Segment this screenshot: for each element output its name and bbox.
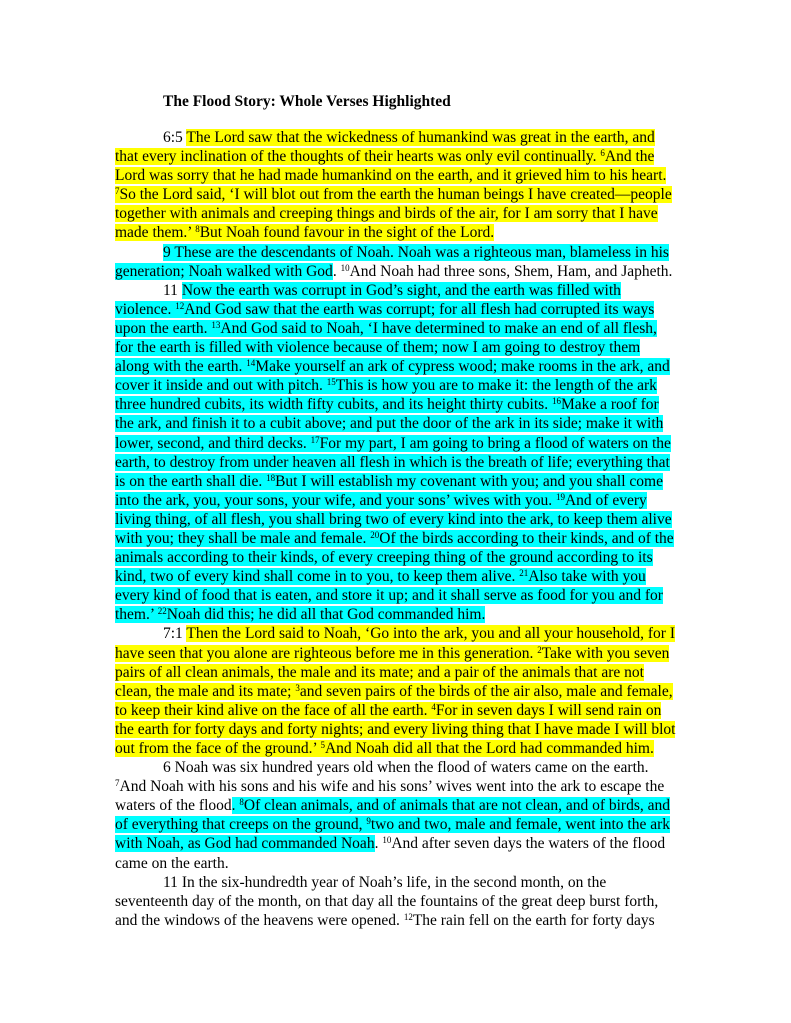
- verse-text: .: [231, 797, 240, 815]
- verse-text: For in seven days I will send rain on the earth for forty days and forty nights; and every living thing that I have made I will blot out from the face of the ground.’: [115, 701, 676, 757]
- verse-number: 10: [340, 262, 350, 273]
- verse-paragraph: [115, 758, 677, 873]
- verse-label: 6:5: [163, 129, 187, 146]
- verse-text: But I will establish my covenant with you; and you shall come into the ark, you, your sons, your wife, and your sons’ wives with you.: [115, 472, 663, 509]
- verse-number: 18: [266, 472, 276, 483]
- verse-number: 9: [366, 816, 371, 827]
- verse-number: 8: [195, 224, 200, 235]
- verse-text: .: [374, 835, 383, 853]
- text-segment: [175, 759, 649, 776]
- verse-text: Make a roof for the ark, and finish it to a cubit above; and put the door of the ark in its side; make it with lower, second, and third decks.: [115, 396, 664, 452]
- verse-text: .: [332, 262, 341, 280]
- text-segment: [333, 263, 341, 280]
- verse-number: 12: [403, 911, 413, 922]
- verse-number: 6: [600, 148, 605, 159]
- verse-text: Now the earth was corrupt in God’s sight, and the earth was filled with violence.: [115, 281, 621, 318]
- verse-number: 2: [537, 644, 542, 655]
- verse-number: 17: [310, 434, 320, 445]
- verse-number: 5: [320, 740, 325, 750]
- highlight-yellow: [320, 740, 653, 757]
- verse-text: And God said to Noah, ‘I have determined to make an end of all flesh, for the earth is filled with violence because of them; now I am going to destroy them along with the earth.: [115, 319, 657, 376]
- highlight-cyan: [158, 606, 486, 623]
- verse-number: 21: [519, 568, 529, 579]
- verse-text: So the Lord said, ‘I will blot out from the earth the human beings I have created—people together with animals and creeping things and birds of the air, for I am sorry that I have made them.’: [115, 186, 672, 242]
- verse-text: Take with you seven pairs of all clean animals, the male and its mate; and a pair of the animals that are not clean, the male and its mate;: [115, 644, 670, 700]
- document-body: [115, 128, 677, 930]
- verse-number: 20: [370, 529, 380, 540]
- verse-number: 4: [431, 701, 436, 712]
- text-segment: [341, 263, 673, 280]
- verse-number: 19: [555, 491, 565, 502]
- verse-text: Of the birds according to their kinds, and of the animals according to their kinds, of every creeping thing of the ground according to its kind, two of every kind shall come in to you, to keep them alive.: [115, 529, 674, 586]
- verse-number: 14: [246, 358, 256, 369]
- verse-paragraph: [115, 873, 677, 930]
- verse-label: 11: [163, 873, 182, 891]
- verse-text: And Noah with his sons and his wife and his sons’ wives went into the ark to escape the waters of the flood: [115, 778, 665, 815]
- page-title: The Flood Story: Whole Verses Highlighted: [163, 93, 451, 110]
- verse-number: 16: [551, 396, 561, 407]
- verse-number: 22: [157, 606, 167, 617]
- verse-text: Noah was six hundred years old when the flood of waters came on the earth.: [174, 759, 649, 777]
- verse-text: Then the Lord said to Noah, ‘Go into the ark, you and all your household, for I have seen that you alone are righteous before me in this generation.: [115, 625, 675, 662]
- verse-number: 7: [115, 778, 120, 789]
- verse-number: 15: [326, 377, 336, 388]
- verse-text: and seven pairs of the birds of the air also, male and female, to keep their kind alive on the face of all the earth.: [115, 682, 673, 719]
- verse-text: And of every living thing, of all flesh, you shall bring two of every kind into the ark, to keep them alive with you; they shall be male and female.: [115, 491, 672, 547]
- verse-text: two and two, male and female, went into the ark with Noah, as God had commanded Noah: [115, 816, 671, 853]
- verse-number: 8: [239, 797, 244, 808]
- verse-text: 9 These are the descendants of Noah. Noah was a righteous man, blameless in his generation; Noah walked with God: [115, 243, 669, 280]
- verse-paragraph: [115, 243, 677, 281]
- verse-text: And Noah had three sons, Shem, Ham, and Japheth.: [349, 262, 673, 280]
- verse-text: And God saw that the earth was corrupt; for all flesh had corrupted its ways upon the earth.: [115, 300, 655, 337]
- verse-text: The rain fell on the earth for forty days: [412, 911, 655, 929]
- highlight-yellow: [195, 224, 494, 241]
- verse-number: 12: [175, 300, 185, 311]
- verse-paragraph: [115, 128, 677, 243]
- verse-text: But Noah found favour in the sight of the Lord.: [199, 224, 495, 242]
- verse-text: And Noah did all that the Lord had commanded him.: [324, 740, 654, 757]
- verse-text: Of clean animals, and of animals that are not clean, and of birds, and of everything that creeps on the ground,: [115, 797, 671, 834]
- verse-text: For my part, I am going to bring a flood of waters on the earth, to destroy from under heaven all flesh in which is the breath of life; everything that is on the earth shall die.: [115, 434, 671, 490]
- verse-number: 7: [115, 186, 120, 197]
- verse-text: Make yourself an ark of cypress wood; make rooms in the ark, and cover it inside and out with pitch.: [115, 358, 670, 395]
- text-segment: [404, 912, 655, 929]
- highlight-yellow: [115, 129, 655, 165]
- verse-paragraph: [115, 624, 677, 758]
- verse-label: 7:1: [163, 625, 187, 643]
- verse-number: 10: [382, 835, 392, 846]
- verse-text: In the six-hundredth year of Noah’s life, in the second month, on the seventeenth day of the month, on that day all the fountains of the great deep burst forth, and the windows of the heavens were opened.: [115, 873, 659, 929]
- verse-text: Also take with you every kind of food that is eaten, and store it up; and it shall serve as food for you and for them.’: [115, 568, 663, 624]
- verse-text: Noah did this; he did all that God commanded him.: [166, 606, 486, 624]
- verse-label: 6: [163, 759, 175, 777]
- verse-paragraph: [115, 281, 677, 625]
- verse-number: 3: [295, 682, 300, 693]
- verse-number: 13: [211, 319, 221, 330]
- verse-text: This is how you are to make it: the length of the ark three hundred cubits, its width fifty cubits, and its height thirty cubits.: [115, 377, 657, 414]
- verse-text: And after seven days the waters of the flood came on the earth.: [115, 835, 666, 872]
- verse-text: And the Lord was sorry that he had made humankind on the earth, and it grieved him to his heart.: [115, 148, 667, 185]
- verse-text: The Lord saw that the wickedness of humankind was great in the earth, and that every inclination of the thoughts of their hearts was only evil continually.: [115, 129, 655, 166]
- verse-label: 11: [163, 281, 182, 299]
